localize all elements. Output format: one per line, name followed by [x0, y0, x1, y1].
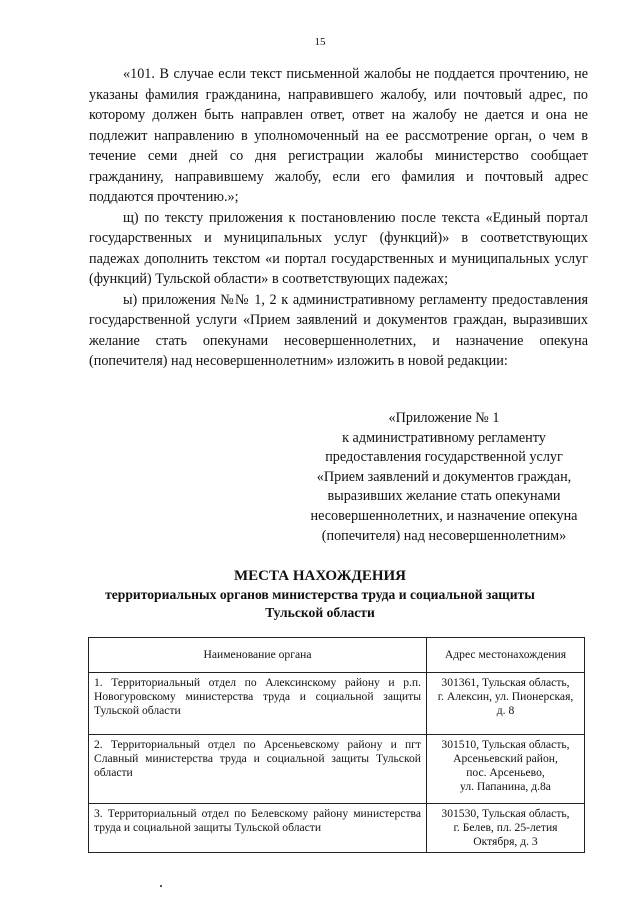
- paragraph-101: «101. В случае если текст письменной жалобы не поддается прочтению, не указаны фамилия гражданина, направившего жалобу, или почтовый адрес, по которому должен быть направлен ответ, ответ на жалобу не дается и она не подлежит направлению в уполномоченный на ее рассмотрение орган, о чем в течение семи дней со дня регистрации жалобы министерство сообщает гражданину, направившему жалобу, если его фамилия и почтовый адрес поддаются прочтению.»;: [89, 66, 588, 205]
- appendix-line: «Приложение № 1: [388, 410, 500, 426]
- appendix-line: несовершеннолетних, и назначение опекуна: [310, 507, 578, 524]
- table-row: [89, 673, 585, 735]
- section-heading: [0, 567, 640, 621]
- address-line: 301530, Тульская область,: [441, 807, 570, 820]
- appendix-note: [296, 409, 592, 546]
- address-cell: [427, 735, 585, 804]
- organ-name-cell: 1. Территориальный отдел по Алексинскому району и р.п. Новогуровскому министерства труда и социальной защиты Тульской области: [89, 673, 427, 735]
- paragraph-y: ы) приложения №№ 1, 2 к административному регламенту предоставления государственной услуги «Прием заявлений и документов граждан, выразивших желание стать опекунами несовершеннолетних, и назначение опекуна (попечителя) над несовершеннолетним» изложить в новой редакции:: [89, 291, 588, 369]
- offices-table: [88, 637, 585, 853]
- heading-subtitle-line2: Тульской области: [265, 604, 375, 620]
- appendix-line: к административному регламенту: [342, 429, 546, 446]
- body-text: [89, 64, 588, 372]
- address-line: д. 8: [496, 704, 515, 717]
- header-organ-name: Наименование органа: [89, 638, 427, 673]
- address-line: г. Алексин, ул. Пионерская,: [437, 690, 574, 703]
- organ-name-cell: 3. Территориальный отдел по Белевскому району министерства труда и социальной защиты Тульской области: [89, 804, 427, 853]
- heading-subtitle-line1: территориальных органов министерства труда и социальной защиты: [105, 587, 535, 602]
- header-address: Адрес местонахождения: [427, 638, 585, 673]
- table-header-row: [89, 638, 585, 673]
- appendix-line: (попечителя) над несовершеннолетним»: [321, 527, 567, 544]
- address-line: пос. Арсеньево,: [466, 766, 545, 779]
- appendix-line: выразивших желание стать опекунами: [327, 488, 561, 505]
- address-line: г. Белев, пл. 25-летия: [453, 821, 558, 834]
- scan-artifact-dot: [160, 885, 162, 887]
- appendix-line: предоставления государственной услуг: [325, 449, 563, 466]
- address-line: Арсеньевский район,: [453, 752, 558, 765]
- organ-name-cell: 2. Территориальный отдел по Арсеньевскому району и пгт Славный министерства труда и социальной защиты Тульской области: [89, 735, 427, 804]
- address-line: 301510, Тульская область,: [441, 738, 570, 751]
- address-line: 301361, Тульская область,: [441, 676, 570, 689]
- address-line: ул. Папанина, д.8а: [460, 780, 551, 793]
- heading-title: МЕСТА НАХОЖДЕНИЯ: [233, 568, 407, 584]
- address-cell: [427, 804, 585, 853]
- appendix-line: «Прием заявлений и документов граждан,: [316, 468, 572, 485]
- table-row: [89, 735, 585, 804]
- page-number: 15: [314, 36, 326, 48]
- paragraph-shch: щ) по тексту приложения к постановлению после текста «Единый портал государственных и муниципальных услуг (функций)» в соответствующих падежах дополнить текстом «и портал государственных и муниципальных услуг (функций) Тульской области» в соответствующих падежах;: [89, 209, 588, 287]
- address-cell: [427, 673, 585, 735]
- address-line: Октября, д. 3: [473, 835, 538, 848]
- table-row: [89, 804, 585, 853]
